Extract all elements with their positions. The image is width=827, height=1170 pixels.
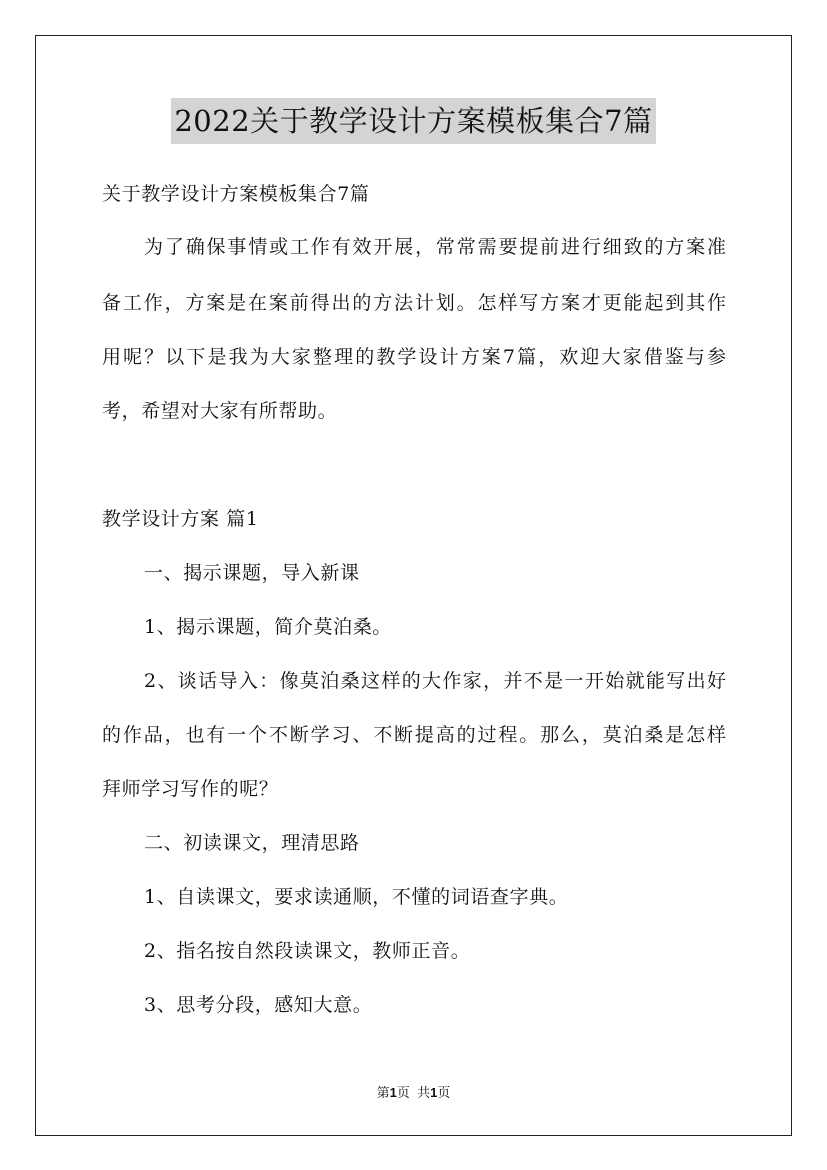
section-heading: 教学设计方案 篇1 [102, 508, 259, 530]
footer-suffix: 页 [437, 1085, 451, 1100]
intro-line-3: 用呢？以下是我为大家整理的教学设计方案7篇，欢迎大家借鉴与参 [102, 346, 726, 368]
page-footer [0, 1084, 827, 1102]
document-subtitle: 关于教学设计方案模板集合7篇 [102, 183, 370, 205]
section-line-7: 1、自读课文，要求读通顺，不懂的词语查字典。 [144, 886, 569, 908]
section-line-5: 拜师学习写作的呢？ [102, 778, 279, 800]
section-line-1: 一、揭示课题，导入新课 [144, 562, 360, 584]
section-line-2: 1、揭示课题，简介莫泊桑。 [144, 616, 392, 638]
footer-total-pages: 1 [430, 1085, 438, 1100]
intro-line-2: 备工作，方案是在案前得出的方法计划。怎样写方案才更能起到其作 [102, 292, 726, 314]
intro-line-4: 考，希望对大家有所帮助。 [102, 400, 338, 422]
intro-line-1: 为了确保事情或工作有效开展，常常需要提前进行细致的方案准 [144, 236, 726, 258]
section-line-3: 2、谈话导入：像莫泊桑这样的大作家，并不是一开始就能写出好 [144, 670, 726, 692]
section-line-4: 的作品，也有一个不断学习、不断提高的过程。那么，莫泊桑是怎样 [102, 724, 726, 746]
section-line-8: 2、指名按自然段读课文，教师正音。 [144, 940, 471, 962]
footer-prefix: 第 [376, 1085, 390, 1100]
footer-middle: 页 共 [396, 1085, 431, 1100]
section-line-6: 二、初读课文，理清思路 [144, 832, 360, 854]
document-title: 2022关于教学设计方案模板集合7篇 [171, 98, 655, 144]
section-line-9: 3、思考分段，感知大意。 [144, 994, 373, 1016]
title-container [0, 98, 827, 144]
footer-current-page: 1 [389, 1085, 397, 1100]
